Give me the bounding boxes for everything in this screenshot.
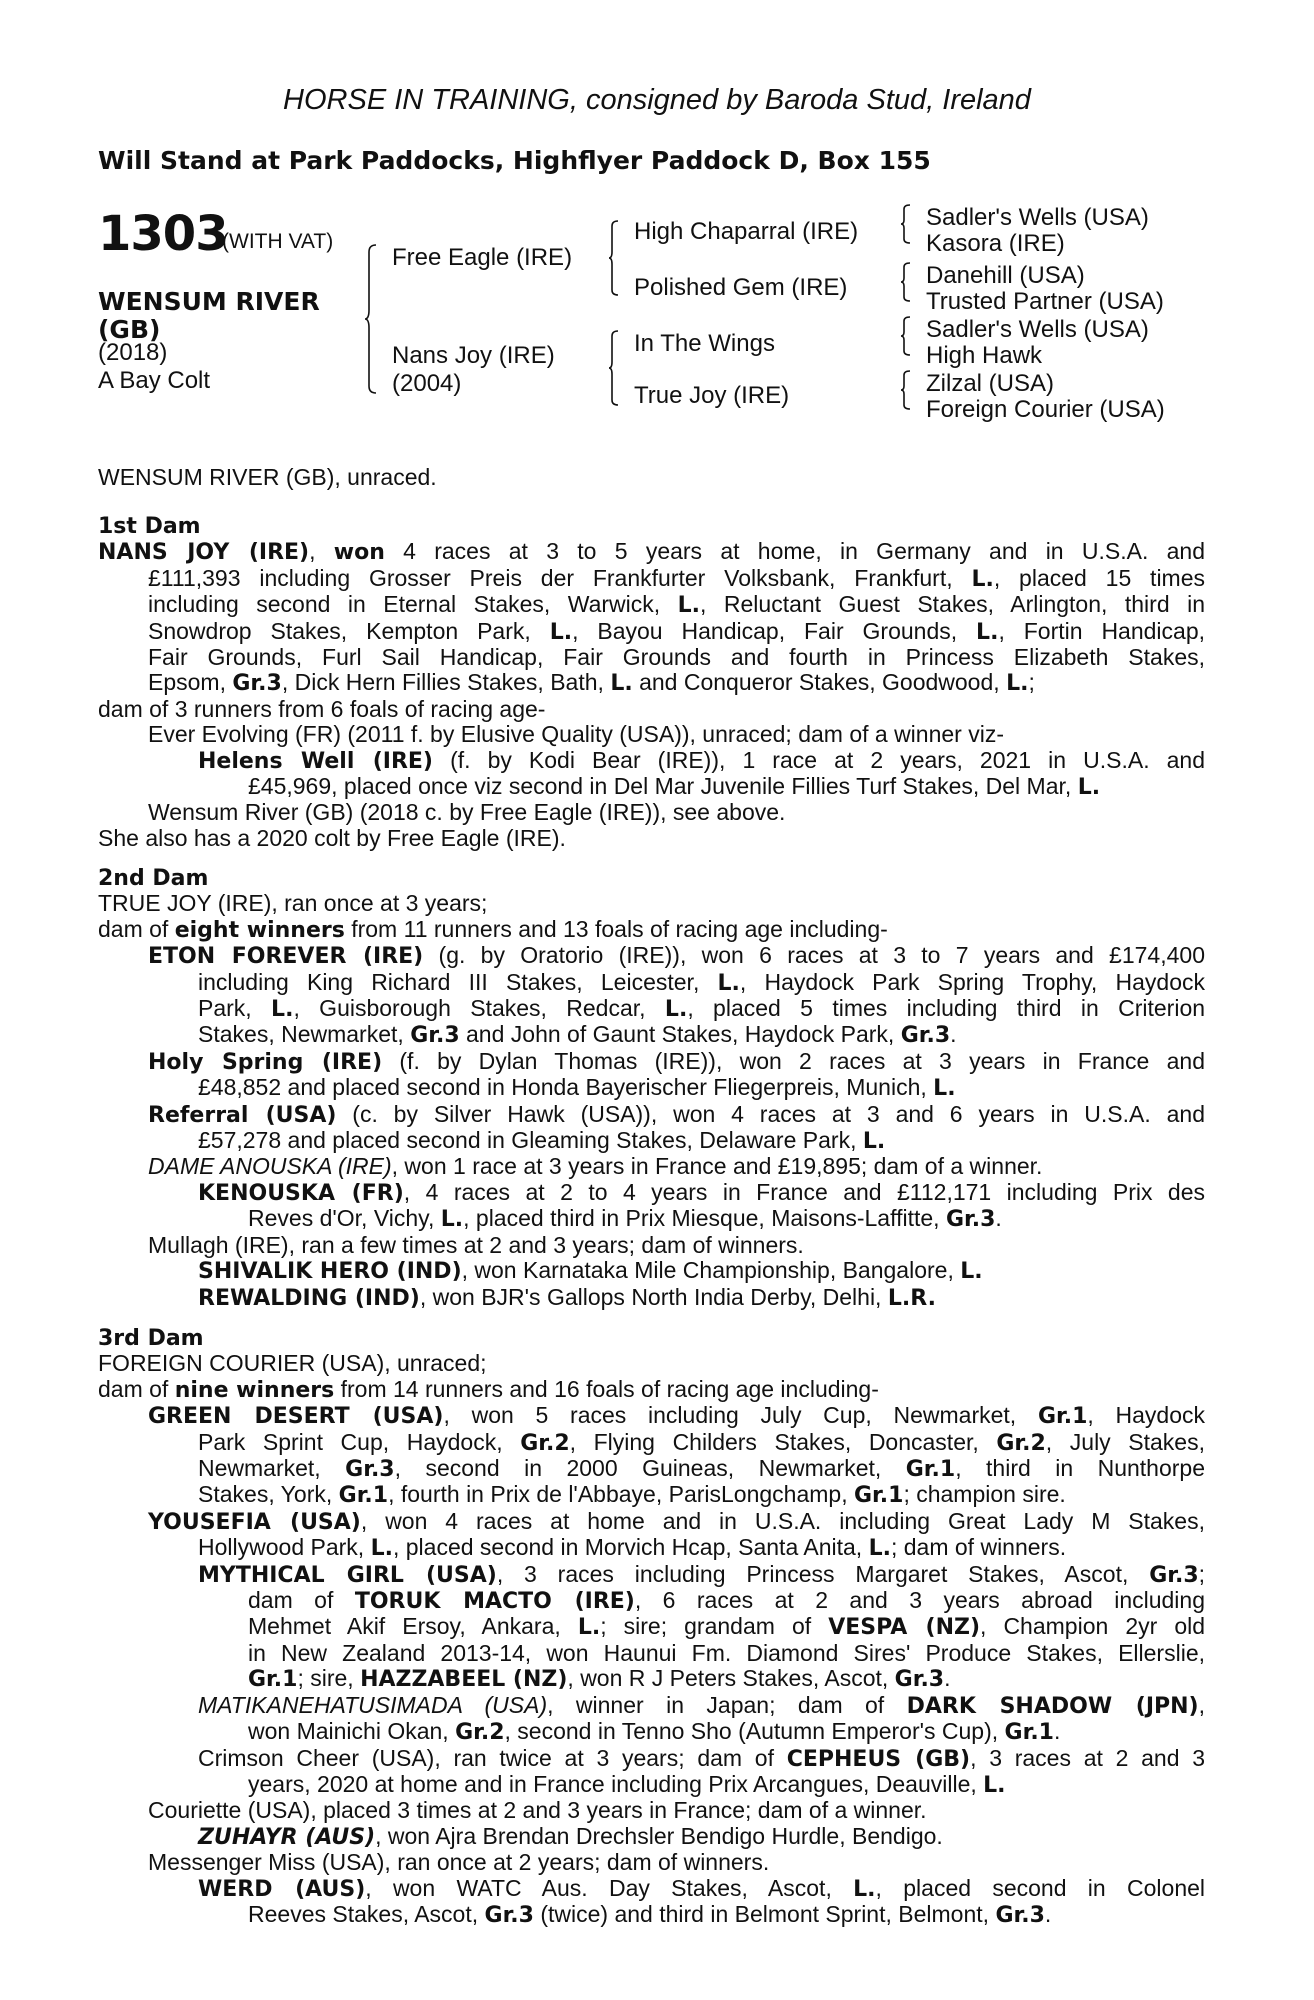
produce-entry: Mullagh (IRE), ran a few times at 2 and 3 years; dam of winners.: [148, 1231, 804, 1258]
section-heading: 2nd Dam: [98, 866, 209, 891]
produce-entry: DAME ANOUSKA (IRE), won 1 race at 3 years in France and £19,895; dam of a winner.: [148, 1153, 1043, 1180]
pedigree-brace-gen2a: [608, 220, 620, 296]
produce-entry-line: Gr.1; sire, HAZZABEEL (NZ), won R J Peters Stakes, Ascot, Gr.3.: [248, 1665, 951, 1693]
produce-entry-line: Newmarket, Gr.3, second in 2000 Guineas, Newmarket, Gr.1, third in Nunthorpe: [198, 1455, 1206, 1483]
produce-entry-line: Reeves Stakes, Ascot, Gr.3 (twice) and third in Belmont Sprint, Belmont, Gr.3.: [248, 1900, 1052, 1928]
horse-name-line1: WENSUM RIVER: [98, 287, 320, 316]
produce-entry-line: years, 2020 at home and in France including Prix Arcangues, Deauville, L.: [248, 1770, 1006, 1798]
produce-entry: Holy Spring (IRE) (f. by Dylan Thomas (IRE)), won 2 races at 3 years in France and: [148, 1047, 1205, 1075]
produce-entry-line: Hollywood Park, L., placed second in Morvich Hcap, Santa Anita, L.; dam of winners.: [198, 1534, 1067, 1562]
produce-entry-line: won Mainichi Okan, Gr.2, second in Tenno Sho (Autumn Emperor's Cup), Gr.1.: [248, 1718, 1061, 1746]
produce-entry-line: Reves d'Or, Vichy, L., placed third in Prix Miesque, Maisons-Laffitte, Gr.3.: [248, 1205, 1002, 1233]
pedigree-gen2-item: Polished Gem (IRE): [634, 274, 848, 301]
pedigree-gen3-item: Zilzal (USA): [926, 370, 1055, 397]
pedigree-gen3-item: Kasora (IRE): [926, 230, 1065, 257]
race-summary: WENSUM RIVER (GB), unraced.: [98, 464, 437, 490]
first-dam-section: [98, 514, 1205, 851]
produce-entry-line: £48,852 and placed second in Honda Bayerischer Fliegerpreis, Munich, L.: [198, 1074, 956, 1102]
produce-entry: Wensum River (GB) (2018 c. by Free Eagle (IRE)), see above.: [148, 799, 786, 826]
dam-entry-line: including second in Eternal Stakes, Warwick, L., Reluctant Guest Stakes, Arlington, third in: [148, 591, 1205, 619]
produce-entry: ETON FOREVER (IRE) (g. by Oratorio (IRE)), won 6 races at 3 to 7 years and £174,400: [148, 942, 1205, 970]
dam-entry: TRUE JOY (IRE), ran once at 3 years;: [98, 890, 488, 917]
produce-entry-line: in New Zealand 2013-14, won Haunui Fm. Diamond Sires' Produce Stakes, Ellerslie,: [248, 1639, 1205, 1666]
produce-entry: Helens Well (IRE) (f. by Kodi Bear (IRE)), 1 race at 2 years, 2021 in U.S.A. and: [198, 746, 1206, 774]
pedigree-gen3-item: High Hawk: [926, 342, 1043, 369]
dam-entry-line: Fair Grounds, Furl Sail Handicap, Fair Grounds and fourth in Princess Elizabeth Stakes,: [148, 644, 1205, 671]
horse-description: A Bay Colt: [98, 367, 211, 394]
horse-name: [98, 288, 320, 344]
pedigree-gen3-item: Foreign Courier (USA): [926, 396, 1165, 423]
third-dam-section: [98, 1326, 1205, 1928]
dam-entry-line: Snowdrop Stakes, Kempton Park, L., Bayou Handicap, Fair Grounds, L., Fortin Handicap,: [148, 617, 1206, 645]
pedigree-gen3-item: Sadler's Wells (USA): [926, 316, 1149, 343]
dam-entry-line: £111,393 including Grosser Preis der Frankfurter Volksbank, Frankfurt, L., placed 15 times: [148, 564, 1206, 592]
produce-entry: SHIVALIK HERO (IND), won Karnataka Mile Championship, Bangalore, L.: [198, 1257, 983, 1285]
horse-name-line2: (GB): [98, 315, 161, 344]
produce-entry: MATIKANEHATUSIMADA (USA), winner in Japan; dam of DARK SHADOW (JPN),: [198, 1691, 1205, 1719]
produce-entry-line: Park Sprint Cup, Haydock, Gr.2, Flying Childers Stakes, Doncaster, Gr.2, July Stakes,: [198, 1428, 1205, 1456]
horse-year: (2018): [98, 339, 168, 366]
produce-entry: Ever Evolving (FR) (2011 f. by Elusive Quality (USA)), unraced; dam of a winner viz-: [148, 721, 1004, 748]
dam-entry-line: Epsom, Gr.3, Dick Hern Fillies Stakes, Bath, L. and Conqueror Stakes, Goodwood, L.;: [148, 669, 1035, 697]
pedigree-brace-gen3b: [900, 262, 912, 302]
produce-entry-line: £57,278 and placed second in Gleaming Stakes, Delaware Park, L.: [198, 1127, 886, 1155]
produce-entry-line: Park, L., Guisborough Stakes, Redcar, L., placed 5 times including third in Criterion: [198, 995, 1206, 1023]
page-title: HORSE IN TRAINING, consigned by Baroda Stud, Ireland: [283, 84, 1031, 116]
dam-entry-line: dam of nine winners from 14 runners and 16 foals of racing age including-: [98, 1375, 879, 1403]
pedigree-dam: Nans Joy (IRE): [392, 342, 555, 369]
pedigree-brace-gen2b: [608, 330, 620, 406]
pedigree-gen2-item: High Chaparral (IRE): [634, 218, 859, 245]
pedigree-gen3-item: Trusted Partner (USA): [926, 288, 1164, 315]
pedigree-gen3-item: Sadler's Wells (USA): [926, 204, 1149, 231]
section-heading: 1st Dam: [98, 514, 201, 539]
stand-location: Will Stand at Park Paddocks, Highflyer Paddock D, Box 155: [98, 146, 931, 175]
pedigree-gen2-item: True Joy (IRE): [634, 382, 790, 409]
produce-entry: REWALDING (IND), won BJR's Gallops North India Derby, Delhi, L.R.: [198, 1283, 936, 1311]
pedigree-dam-year: (2004): [392, 370, 462, 397]
produce-entry: WERD (AUS), won WATC Aus. Day Stakes, Ascot, L., placed second in Colonel: [198, 1874, 1206, 1902]
pedigree-brace-gen3a: [900, 204, 912, 244]
second-dam-section: [98, 866, 1205, 1311]
section-heading: 3rd Dam: [98, 1326, 204, 1351]
pedigree-gen2-item: In The Wings: [634, 330, 775, 357]
produce-entry-line: Stakes, York, Gr.1, fourth in Prix de l'Abbaye, ParisLongchamp, Gr.1; champion sire.: [198, 1481, 1066, 1509]
pedigree-brace-gen3d: [900, 370, 912, 410]
produce-entry-line: £45,969, placed once viz second in Del Mar Juvenile Fillies Turf Stakes, Del Mar, L.: [248, 773, 1101, 801]
produce-entry: YOUSEFIA (USA), won 4 races at home and in U.S.A. including Great Lady M Stakes,: [148, 1507, 1205, 1535]
produce-entry-line: dam of TORUK MACTO (IRE), 6 races at 2 and 3 years abroad including: [248, 1587, 1205, 1615]
produce-entry: GREEN DESERT (USA), won 5 races including July Cup, Newmarket, Gr.1, Haydock: [148, 1402, 1206, 1430]
dam-entry-line: dam of eight winners from 11 runners and 13 foals of racing age including-: [98, 915, 888, 943]
pedigree-sire: Free Eagle (IRE): [392, 244, 573, 271]
vat-note: (WITH VAT): [222, 230, 334, 253]
produce-entry-line: including King Richard III Stakes, Leicester, L., Haydock Park Spring Trophy, Haydock: [198, 968, 1205, 996]
produce-entry: Referral (USA) (c. by Silver Hawk (USA)), won 4 races at 3 and 6 years in U.S.A. and: [148, 1100, 1205, 1128]
produce-note: She also has a 2020 colt by Free Eagle (IRE).: [98, 824, 566, 851]
produce-entry: MYTHICAL GIRL (USA), 3 races including Princess Margaret Stakes, Ascot, Gr.3;: [198, 1560, 1206, 1588]
dam-entry: FOREIGN COURIER (USA), unraced;: [98, 1350, 487, 1377]
pedigree-gen3-item: Danehill (USA): [926, 262, 1085, 289]
pedigree-brace-gen1: [364, 244, 378, 394]
produce-entry: KENOUSKA (FR), 4 races at 2 to 4 years in France and £112,171 including Prix des: [198, 1178, 1206, 1206]
pedigree-brace-gen3c: [900, 316, 912, 356]
lot-number: 1303: [98, 206, 228, 262]
produce-entry: Couriette (USA), placed 3 times at 2 and 3 years in France; dam of a winner.: [148, 1797, 927, 1824]
dam-entry-line: dam of 3 runners from 6 foals of racing age-: [98, 695, 546, 722]
produce-entry-line: Stakes, Newmarket, Gr.3 and John of Gaunt Stakes, Haydock Park, Gr.3.: [198, 1021, 957, 1049]
produce-entry: ZUHAYR (AUS), won Ajra Brendan Drechsler Bendigo Hurdle, Bendigo.: [198, 1822, 943, 1850]
horse-info: [98, 339, 210, 395]
produce-entry: Messenger Miss (USA), ran once at 2 years; dam of winners.: [148, 1849, 770, 1876]
produce-entry: Crimson Cheer (USA), ran twice at 3 years; dam of CEPHEUS (GB), 3 races at 2 and 3: [198, 1744, 1206, 1772]
dam-entry: NANS JOY (IRE), won 4 races at 3 to 5 years at home, in Germany and in U.S.A. and: [98, 538, 1205, 566]
produce-entry-line: Mehmet Akif Ersoy, Ankara, L.; sire; grandam of VESPA (NZ), Champion 2yr old: [248, 1613, 1206, 1641]
